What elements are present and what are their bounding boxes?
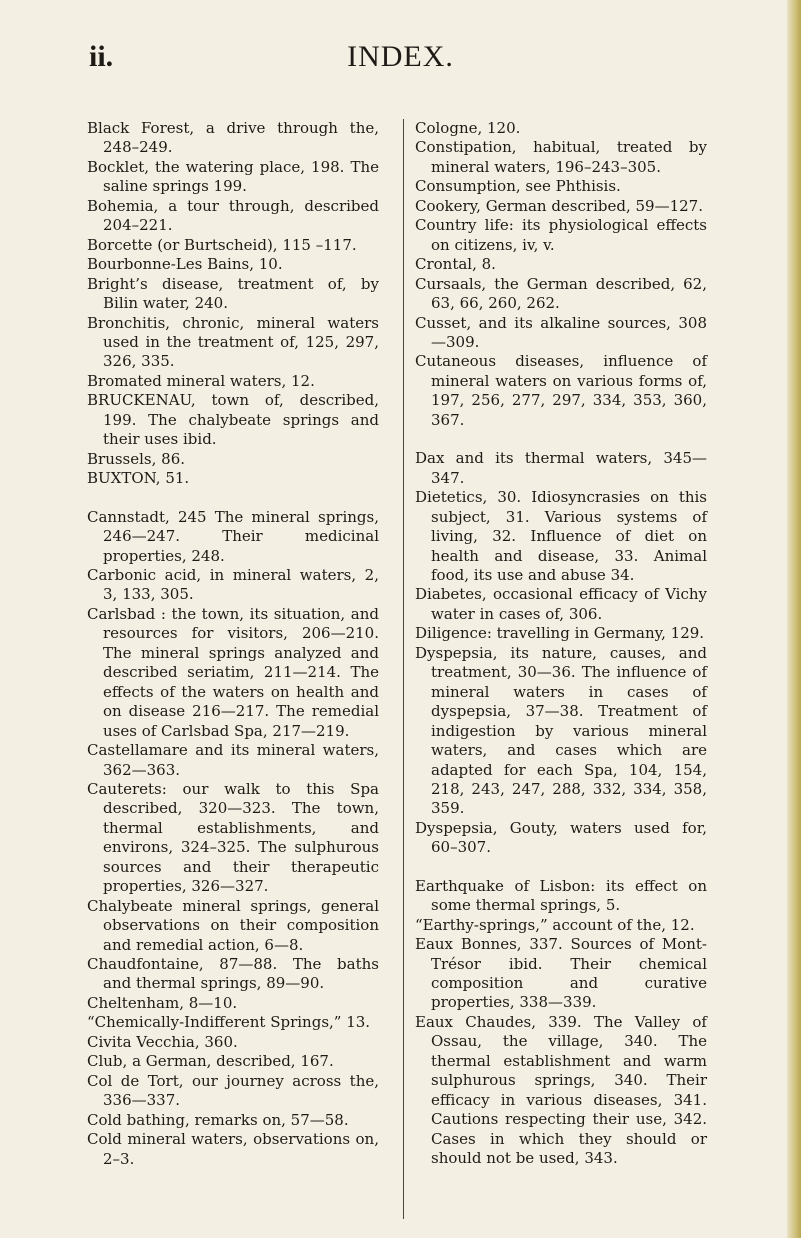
page-number: ii. [89,40,114,73]
index-entry: “Chemically-Indifferent Springs,” 13. [87,1013,371,1032]
index-entry: Dyspepsia, Gouty, waters used for, 60–307. [415,818,707,857]
column-divider [403,119,404,1219]
index-entry: Castellamare and its mineral waters, 362—363. [87,741,379,779]
index-entry: Consumption, see Phthisis. [415,177,621,196]
index-entry: Bohemia, a tour through, described 204–221. [87,196,379,235]
index-entry: Crontal, 8. [415,255,496,274]
index-column-right [415,119,707,1169]
index-entry: Cannstadt, 245 The mineral springs, 246—247. Their medicinal properties, 248. [87,507,379,565]
index-entry: Cutaneous diseases, influence of mineral waters on various forms of, 197, 256, 277, 297, 334, 353, 360, 367. [415,352,707,429]
page-header [0,40,801,80]
index-entry: Dax and its thermal waters, 345—347. [415,449,707,487]
index-entry: Cheltenham, 8—10. [87,993,238,1012]
page-edge [787,0,801,1238]
running-head: INDEX. [347,40,454,73]
index-entry: Country life: its physiological effects on citizens, iv, v. [415,216,707,254]
index-entry: Club, a German, described, 167. [87,1052,334,1071]
index-entry: Cologne, 120. [415,119,521,137]
index-entry: Eaux Bonnes, 337. Sources of Mont-Trésor ibid. Their chemical composition and curative properties, 338—339. [415,935,707,1012]
index-entry: Cold bathing, remarks on, 57—58. [87,1110,349,1129]
index-entry: Diligence: travelling in Germany, 129. [415,624,705,643]
index-entry: Diabetes, occasional efficacy of Vichy water in cases of, 306. [415,585,707,623]
index-entry: Cursaals, the German described, 62, 63, 66, 260, 262. [415,274,707,313]
index-entry: Carlsbad : the town, its situation, and resources for visitors, 206—210. The mineral springs analyzed and described seriatim, 211—214. The effects of the waters on health and on disease 216—217. The remedial uses of Carlsbad Spa, 217—219. [87,604,379,740]
index-entry: Brussels, 86. [87,449,186,468]
index-entry: Bromated mineral waters, 12. [87,371,315,390]
index-entry: Chaudfontaine, 87—88. The baths and thermal springs, 89—90. [87,955,379,993]
index-entry: Chalybeate mineral springs, general observations on their composition and remedial action, 6—8. [87,896,379,954]
index-entry: Col de Tort, our journey across the, 336—337. [87,1071,379,1110]
index-entry: Dietetics, 30. Idiosyncrasies on this subject, 31. Various systems of living, 32. Influence of diet on health and disease, 33. Animal food, its use and abuse 34. [415,488,707,584]
index-entry: Cusset, and its alkaline sources, 308 —309. [415,313,707,351]
index-entry: Bronchitis, chronic, mineral waters used in the treatment of, 125, 297, 326, 335. [87,313,379,371]
index-entry: BRUCKENAU, town of, described, 199. The chalybeate springs and their uses ibid. [87,391,379,449]
index-entry: “Earthy-springs,” account of the, 12. [415,915,695,934]
index-entry: Constipation, habitual, treated by mineral waters, 196–243–305. [415,138,707,176]
index-entry: Eaux Chaudes, 339. The Valley of Ossau, the village, 340. The thermal establishment and warm sulphurous springs, 340. Their efficacy in various diseases, 341. Cautions respecting their use, 342. Cases in which they should or should not be used, 343. [415,1012,707,1168]
index-column-left [87,119,379,1169]
index-entry: Cookery, German described, 59—127. [415,196,703,215]
index-entry: BUXTON, 51. [87,469,190,488]
index-entry: Dyspepsia, its nature, causes, and treatment, 30—36. The influence of mineral waters in cases of dyspepsia, 37—38. Treatment of indigestion by various mineral waters, and cases which are adapted for each Spa, 104, 154, 218, 243, 247, 288, 332, 334, 358, 359. [415,643,707,818]
index-entry: Earthquake of Lisbon: its effect on some thermal springs, 5. [415,876,707,915]
index-entry: Carbonic acid, in mineral waters, 2, 3, 133, 305. [87,565,379,604]
index-entry: Borcette (or Burtscheid), 115 –117. [87,235,357,254]
index-entry: Civita Vecchia, 360. [87,1032,238,1051]
index-entry: Cauterets: our walk to this Spa described, 320—323. The town, thermal establishments, and environs, 324–325. The sulphurous sources and their therapeutic properties, 326—327. [87,779,379,896]
index-entry: Bourbonne-Les Bains, 10. [87,255,283,274]
index-entry: Bocklet, the watering place, 198. The saline springs 199. [87,157,379,196]
index-entry: Black Forest, a drive through the, 248–249. [87,119,379,157]
index-entry: Bright’s disease, treatment of, by Bilin water, 240. [87,274,379,313]
index-entry: Cold mineral waters, observations on, 2–3. [87,1130,379,1168]
